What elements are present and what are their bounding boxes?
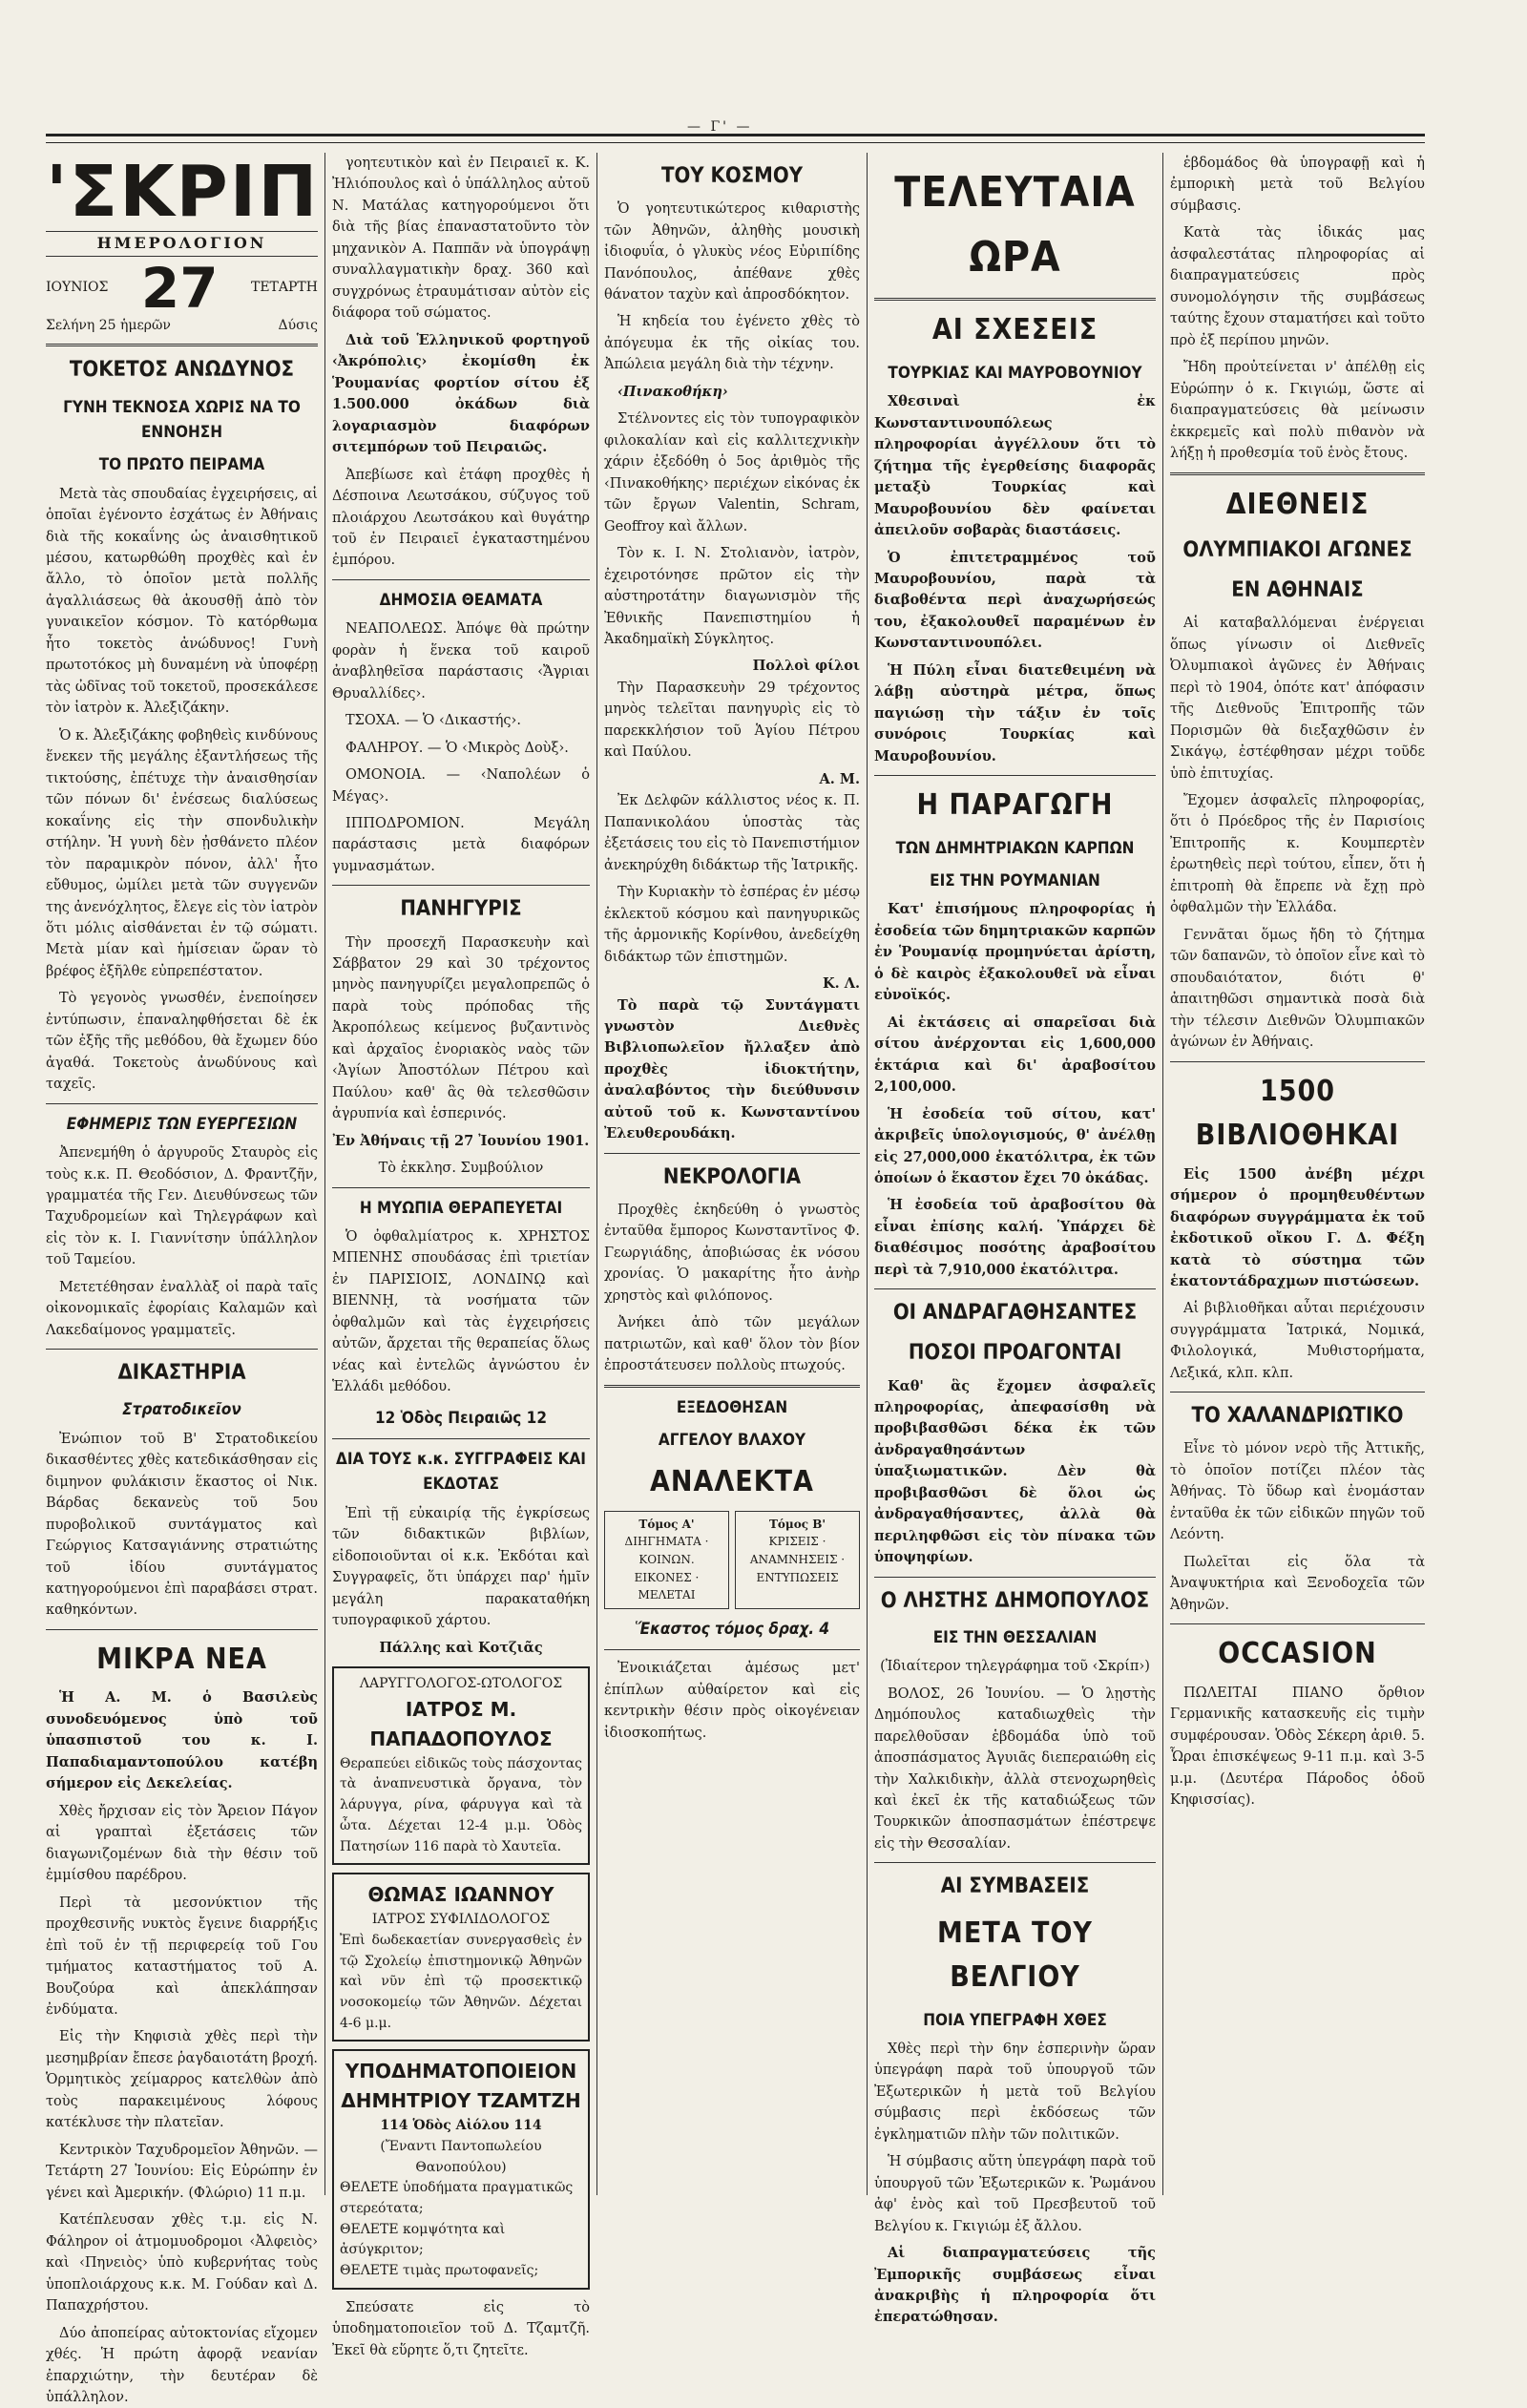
paragraph: Ἀπεβίωσε καὶ ἐτάφη προχθὲς ἡ Δέσποινα Λεωτσάκου, σύζυγος τοῦ πλοιάρχου Λεωτσάκου καὶ θυγάτηρ τοῦ ἐν Πειραιεῖ ἐγκαταστημένου ἐμπόρου. (332, 467, 590, 569)
headline: ΔΙΑ ΤΟΥΣ κ.κ. ΣΥΓΓΡΑΦΕΙΣ ΚΑΙ ΕΚΔΟΤΑΣ (336, 1450, 586, 1495)
paragraph: Πάλλης καὶ Κοτζιᾶς (379, 1639, 543, 1656)
subheadline: ΤΩΝ ΔΗΜΗΤΡΙΑΚΩΝ ΚΑΡΠΩΝ (895, 838, 1135, 858)
paragraph: Σπεύσατε εἰς τὸ ὑποδηματοποιεῖον τοῦ Δ. Τζαμτζῆ. Ἐκεῖ θὰ εὕρητε ὅ,τι ζητεῖτε. (332, 2299, 590, 2358)
dateline (46, 255, 318, 321)
paragraph: ΟΜΟΝΟΙΑ. — ‹Ναπολέων ὁ Μέγας›. (332, 767, 590, 805)
ad-text: Ἐπὶ δωδεκαετίαν συνεργασθεὶς ἐν τῷ Σχολείῳ ἐπιστημονικῷ Ἀθηνῶν καὶ νῦν ἐπὶ τῷ προσεκτικῷ νοσοκομείῳ τῶν Ἀθηνῶν. Δέχεται 4-6 μ.μ. (340, 1932, 582, 2031)
headline: ΕΦΗΜΕΡΙΣ ΤΩΝ ΕΥΕΡΓΕΣΙΩΝ (66, 1114, 298, 1134)
divider (1170, 1623, 1425, 1624)
volume-1 (604, 1511, 729, 1609)
paragraph: ΙΠΠΟΔΡΟΜΙΟΝ. Μεγάλη παράστασις μετὰ διαφόρων γυμνασμάτων. (332, 816, 590, 874)
divider (332, 1187, 590, 1188)
column-divider (867, 153, 868, 2195)
divider (46, 1103, 318, 1104)
masthead-subtitle: ΗΜΕΡΟΛΟΓΙΟΝ (46, 231, 318, 257)
paragraph: ΝΕΑΠΟΛΕΩΣ. Ἀπόψε θὰ πρώτην φορὰν ἡ ἕνεκα τοῦ καιροῦ ἀναβληθεῖσα παράστασις ‹Ἄγριαι Θρυαλλίδες›. (332, 621, 590, 701)
headline: ΝΕΚΡΟΛΟΓΙΑ (662, 1164, 802, 1189)
paragraph: Τὸ γεγονὸς γνωσθέν, ἐνεποίησεν ἐντύπωσιν, ἐπαναληφθήσεται δὲ ἐκ τῶν ἐξῆς τῆς μεθόδου, θὰ ἔχωμεν δύο ἀγαθά. Τοκετοὺς ἀνωδύνους καὶ ταχεῖς. (46, 991, 318, 1093)
paragraph: ΤΣΟΧΑ. — Ὁ ‹Δικαστής›. (345, 713, 521, 729)
paragraph: Ἐν Ἀθήναις τῇ 27 Ἰουνίου 1901. (332, 1132, 590, 1149)
headline: Η ΠΑΡΑΓΩΓΗ (916, 788, 1114, 823)
volume-title: Τόμος Α' (638, 1517, 695, 1531)
price: Ἕκαστος τόμος δραχ. 4 (634, 1619, 830, 1639)
column-divider (324, 153, 325, 2195)
paragraph: Ἡ Πύλη εἶναι διατεθειμένη νὰ λάβῃ αὐστηρὰ μέτρα, ὅπως παγιώσῃ τὴν τάξιν ἐν τοῖς συνόροις Τουρκίας καὶ Μαυροβουνίου. (874, 661, 1156, 764)
paragraph: Εἶνε τὸ μόνον νερὸ τῆς Ἀττικῆς, τὸ ὁποῖον ποτίζει πλέον τὰς Ἀθήνας. Τὸ ὕδωρ καὶ ἐνομάσταν ἐνταῦθα ἐκ τῶν εἰδικῶν πηγῶν τοῦ Λεόντη. (1170, 1441, 1425, 1543)
paragraph: Μετετέθησαν ἐναλλὰξ οἱ παρὰ ταῖς οἰκονομικαῖς ἐφορίαις Καλαμῶν καὶ Λακεδαίμονος γραμματεῖς. (46, 1279, 318, 1338)
divider (1170, 472, 1425, 475)
ad-name: ΘΩΜΑΣ ΙΩΑΝΝΟΥ (367, 1883, 554, 1907)
paragraph: Κατὰ τὰς ἰδικάς μας ἀσφαλεστάτας πληροφορίας αἱ διαπραγματεύσεις πρὸς συνομολόγησιν τῆς συμβάσεως ταύτης ἔχουν σταματήσει καὶ τοῦτο πρὸ ἐξ περίπου μηνῶν. (1170, 225, 1425, 348)
signature: Α. Μ. (819, 770, 860, 787)
headline: ΑΙ ΣΥΜΒΑΣΕΙΣ (940, 1874, 1090, 1899)
advertisement (332, 1873, 590, 2042)
paragraph: Ἀπενεμήθη ὁ ἀργυροῦς Σταυρὸς εἰς τοὺς κ.κ. Π. Θεοδόσιον, Δ. Φραντζῆν, γραμματέα τῆς Γεν. Διευθύνσεως τῶν Ταχυδρομείων καὶ Τηλεγράφων καὶ εἰς τὸν κ. Ι. Γιαννίτσην ὑπάλληλον τοῦ Ταμείου. (46, 1145, 318, 1268)
ad-line: ΘΕΛΕΤΕ ὑποδήματα πραγματικῶς στερεότατα; (340, 2180, 574, 2217)
subheadline: Στρατοδικεῖον (122, 1400, 241, 1420)
ad-line: ΘΕΛΕΤΕ τιμὰς πρωτοφανεῖς; (340, 2263, 539, 2279)
divider (332, 579, 590, 580)
ad-line: ΘΕΛΕΤΕ κομψότητα καὶ ἀσύγκριτον; (340, 2221, 506, 2258)
paragraph: Ἡ ἐσοδεία τοῦ σίτου, κατ' ἀκριβεῖς ὑπολογισμούς, θ' ἀνέλθῃ εἰς 27,000,000 ἑκατόλιτρα, ἐκ τῶν ὁποίων ὁ ἕκαστον ἔχει 70 ὀκάδας. (874, 1105, 1156, 1186)
paragraph: γοητευτικὸν καὶ ἐν Πειραιεῖ κ. Κ. Ἠλιόπουλος καὶ ὁ ὑπάλληλος αὐτοῦ Ν. Ματάλας κατηγορούμενοι ὅτι διὰ τῆς βίας ἐπαναστατοῦντο τὸν μηχανικὸν Α. Παππᾶν νὰ ὑπογράψῃ συναλλαγματικὴν δραχ. 360 καὶ συγχρόνως ἐτραυμάτισαν αὐτὸν εἰς διάφορα τοῦ σώματος. (332, 156, 590, 322)
subheadline: ΑΓΓΕΛΟΥ ΒΛΑΧΟΥ (658, 1430, 806, 1450)
paragraph: Ἐνοικιάζεται ἀμέσως μετ' ἐπίπλων αὐθαίρετον καὶ εἰς κεντρικὴν θέσιν πρὸς οἰκογένειαν ἰδιοσκοπήτως. (604, 1661, 860, 1741)
paragraph: Δύο ἀποπείρας αὐτοκτονίας εἴχομεν χθές. Ἡ πρώτη ἀφορᾷ νεανίαν ἐπαρχιώτην, τὴν δευτέραν δὲ ὑπάλληλον. (46, 2325, 318, 2405)
paragraph: Ὁ γοητευτικώτερος κιθαριστὴς τῶν Ἀθηνῶν, ἀληθὴς μουσικὴ ἰδιοφυΐα, ὁ γλυκὺς νέος Εὐριπίδης Πανόπουλος, ἀπέθανε χθὲς θάνατον ταχὺν καὶ ἀπροσδόκητον. (604, 201, 860, 303)
divider (332, 1438, 590, 1439)
paragraph: Ὁ ἐπιτετραμμένος τοῦ Μαυροβουνίου, παρὰ τὰ διαβοθέντα περὶ ἀναχωρήσεώς του, ἐξακολουθεῖ παραμένων ἐν Κωνσταντινουπόλει. (874, 549, 1156, 652)
address: 12 Ὁδὸς Πειραιῶς 12 (375, 1408, 547, 1428)
subheadline: ΤΟ ΠΡΩΤΟ ΠΕΙΡΑΜΑ (98, 455, 265, 475)
sun-note: Δύσις (278, 317, 318, 333)
masthead-title: 'ΣΚΡΙΠ (46, 151, 320, 233)
headline: Ο ΛΗΣΤΗΣ ΔΗΜΟΠΟΥΛΟΣ (880, 1588, 1150, 1613)
paragraph: ΒΟΛΟΣ, 26 Ἰουνίου. — Ὁ λῃστὴς Δημόπουλος καταδιωχθεὶς τὴν παρελθοῦσαν ἑβδομάδα ὑπὸ τοῦ ἀποσπάσματος Ἀγυιᾶς διεπεραιώθη εἰς τὴν Χαλκιδικὴν, ἀλλὰ στενοχωρηθεὶς καὶ ἐκεῖ ἐκ τῆς καταδιώξεως τῶν Τουρκικῶν ἀποσπασμάτων ἐπέστρεψε εἰς τὴν Θεσσαλίαν. (874, 1686, 1156, 1852)
paragraph: Κατ' ἐπισήμους πληροφορίας ἡ ἐσοδεία τῶν δημητριακῶν καρπῶν ἐν Ῥουμανίᾳ προμηνύεται ἀρίστη, ὁ δὲ καιρὸς ἐξακολουθεῖ νὰ εἶναι εὐνοϊκός. (874, 901, 1156, 1004)
headline: Η ΜΥΩΠΙΑ ΘΕΡΑΠΕΥΕΤΑΙ (359, 1198, 563, 1218)
paragraph: Αἱ ἐκτάσεις αἱ σπαρεῖσαι διὰ σίτου ἀνέρχονται εἰς 1,600,000 ἑκτάρια καὶ δι' ἀραβοσίτου 2,100,000. (874, 1014, 1156, 1096)
subheadline: ΟΛΥΜΠΙΑΚΟΙ ΑΓΩΝΕΣ (1182, 538, 1412, 563)
advertisement (332, 1666, 590, 1865)
headline: ΔΙΕΘΝΕΙΣ (1225, 487, 1370, 521)
divider (1170, 1061, 1425, 1062)
volume-title: Τόμος Β' (768, 1517, 826, 1531)
paragraph: Ὁ κ. Ἀλεξιζάκης φοβηθεὶς κινδύνους ἕνεκεν τῆς μεγάλης ἐξαντλήσεως τῆς τικτούσης, ἐπέτυχε τὴν ἀναισθησίαν τῶν πόνων δι' ἐνέσεως διαλύσεως κοκαΐνης εἰς τὴν σπονδυλικὴν στήλην. Ἡ γυνὴ δὲν ᾐσθάνετο πλέον τὸν παραμικρὸν πόνον, ἀλλ' ἦτο εὔθυμος, ὡμίλει μετὰ τῶν συγγενῶν της ἀνενόχλητος, ἔλεγε εἰς τὸν ἰατρὸν ὅτι μόλις αἰσθάνεται ἐν τῷ σώματι. Μετὰ μίαν καὶ ἡμίσειαν ὥραν τὸ βρέφος ἐξῆλθε εὐπρεπέστατον. (46, 727, 318, 979)
ad-name: ΙΑΤΡΟΣ Μ. ΠΑΠΑΔΟΠΟΥΛΟΣ (369, 1697, 553, 1750)
paragraph: Κατέπλευσαν χθὲς τ.μ. εἰς Ν. Φάληρον οἱ ἀτμομυοδρομοι ‹Ἀλφειὸς› καὶ ‹Πηνειὸς› ὑπὸ κυβερνήτας τοὺς ὑποπλοιάρχους κ.κ. Μ. Γούδαν καὶ Δ. Παπαχρήστου. (46, 2212, 318, 2314)
divider (46, 1349, 318, 1350)
headline: ΜΙΚΡΑ ΝΕΑ (96, 1642, 267, 1676)
headline: ΟΙ ΑΝΔΡΑΓΑΘΗΣΑΝΤΕΣ (892, 1301, 1138, 1326)
divider (332, 885, 590, 886)
paragraph: Ἤδη προὐτείνεται ν' ἀπέλθῃ εἰς Εὐρώπην ὁ κ. Γκιγιώμ, ὥστε αἱ διαπραγματεύσεις θὰ μείνωσιν ἐκκρεμεῖς καὶ πολὺ πιθανὸν νὰ λήξῃ ἡ προθεσμία τοῦ ἑνὸς ἔτους. (1170, 360, 1425, 462)
paragraph: Ἡ Α. Μ. ὁ Βασιλεὺς συνοδευόμενος ὑπὸ τοῦ ὑπασπιστοῦ του κ. Ι. Παπαδιαμαντοπούλου κατέβη σήμερον εἰς Δεκελείας. (46, 1689, 318, 1792)
book-title: ΑΝΑΛΕΚΤΑ (650, 1465, 814, 1499)
paragraph: Εἰς 1500 ἀνέβη μέχρι σήμερον ὁ προμηθευθέντων διαφόρων συγγράμματα ἐκ τοῦ ἐκδοτικοῦ οἴκου Γ. Δ. Φέξη κατὰ τὸ σύστημα τῶν ἑκατοντάδραχμων πιστώσεων. (1170, 1165, 1425, 1289)
paragraph: Τὴν Κυριακὴν τὸ ἑσπέρας ἐν μέσῳ ἐκλεκτοῦ κόσμου καὶ πανηγυρικῶς τῆς ἀρμονικῆς Κορίνθου, ἀνεδείχθη διδάκτωρ τῶν ἐπιστημῶν. (604, 885, 860, 965)
column-divider (596, 153, 597, 2195)
paragraph: Διὰ τοῦ Ἑλληνικοῦ φορτηγοῦ ‹Ἀκρόπολις› ἐκομίσθη ἐκ Ῥουμανίας φορτίον σίτου ἐξ 1.500.000 ὀκάδων διὰ λογαριασμὸν διαφόρων σιτεμπόρων τοῦ Πειραιῶς. (332, 331, 590, 456)
paragraph: Ἡ ἐσοδεία τοῦ ἀραβοσίτου θὰ εἶναι ἐπίσης καλή. Ὑπάρχει δὲ διαθέσιμος ποσότης ἀραβοσίτου περὶ τὰ 7,910,000 ἑκατόλιτρα. (874, 1197, 1156, 1278)
paragraph: Γεννᾶται ὅμως ἤδη τὸ ζήτημα τῶν δαπανῶν, τὸ ὁποῖον εἶνε καὶ τὸ σπουδαιότατον, διότι θ' ἀπαιτηθῶσι σημαντικὰ ποσὰ διὰ τὴν τέλεσιν Διεθνῶν Ὀλυμπιακῶν ἀγώνων ἐν Ἀθήναις. (1170, 927, 1425, 1051)
ad-name: ΔΗΜΗΤΡΙΟΥ ΤΖΑΜΤΖΗ (341, 2089, 581, 2113)
headline: ΤΟΥ ΚΟΣΜΟΥ (660, 164, 804, 188)
column-3 (604, 153, 860, 2195)
divider (604, 1153, 860, 1154)
ad-title: ΥΠΟΔΗΜΑΤΟΠΟΙΕΙΟΝ (345, 2060, 577, 2083)
divider (46, 344, 318, 346)
volumes (604, 1511, 860, 1609)
day-number: 27 (140, 255, 219, 321)
subheadline: ΜΕΤΑ ΤΟΥ ΒΕΛΓΙΟΥ (937, 1916, 1093, 1994)
divider (874, 1577, 1156, 1578)
subheadline: ΠΟΙΑ ΥΠΕΓΡΑΦΗ ΧΘΕΣ (923, 2010, 1107, 2030)
column-5 (1170, 153, 1425, 2195)
signature: Πολλοὶ φίλοι (752, 658, 860, 675)
advertisement (332, 2049, 590, 2290)
divider (604, 1385, 860, 1388)
divider (874, 775, 1156, 776)
column-2 (332, 153, 590, 2358)
section-kicker: ‹Πινακοθήκη› (617, 383, 728, 400)
subheadline: ΕΙΣ ΤΗΝ ΡΟΥΜΑΝΙΑΝ (930, 871, 1100, 891)
paragraph: Τὸν κ. Ι. Ν. Στολιανὸν, ἰατρὸν, ἐχειροτόνησε πρῶτον εἰς τὴν αὐστηροτάτην διαγωνισμὸν τῆς Ἐθνικῆς Πανεπιστημίου ἡ Ἀκαδημαϊκὴ Σύγκλητος. (604, 546, 860, 647)
paragraph: Ἐνώπιον τοῦ Β' Στρατοδικείου δικασθέντες χθὲς κατεδικάσθησαν εἰς διμηνον φυλάκισιν ἕκαστος οἱ Νικ. Βάρδας δεκανεὺς τοῦ 5ου πυροβολικοῦ συντάγματος καὶ Γεώργιος Κατσαγιάννης στρατιώτης τοῦ ἰδίου συντάγματος κατηγορούμενοι ἐπὶ παραβάσει στρατ. καθηκόντων. (46, 1431, 318, 1619)
subheadline: ΕΙΣ ΤΗΝ ΘΕΣΣΑΛΙΑΝ (932, 1627, 1098, 1647)
paragraph: Ἡ σύμβασις αὕτη ὑπεγράφη παρὰ τοῦ ὑπουργοῦ τῶν Ἐξωτερικῶν κ. Ῥωμάνου ἀφ' ἑνὸς καὶ τοῦ Πρεσβευτοῦ τοῦ Βελγίου κ. Γκιγιώμ ἐξ ἄλλου. (874, 2154, 1156, 2234)
volume-contents: ΚΡΙΣΕΙΣ · ΑΝΑΜΝΗΣΕΙΣ · ΕΝΤΥΠΩΣΕΙΣ (749, 1535, 846, 1584)
paragraph: Μετὰ τὰς σπουδαίας ἐγχειρήσεις, αἱ ὁποῖαι ἐγένοντο ἐσχάτως ἐν Ἀθήναις διὰ τῆς κοκαΐνης ὡς ἀναισθητικοῦ μέσου, κατωρθώθη προχθὲς καὶ ἐν ἄλλο, τὸ ὁποῖον μετὰ πολλῆς ἀγαλλιάσεως θὰ ἀκουσθῇ ἀπὸ τὸν γυναικεῖον κόσμον. Τὸ κατόρθωμα ἦτο τοκετὸς ἀνώδυνος! Γυνὴ πρωτοτόκος μὴ δυναμένη νὰ ὑποφέρῃ τὰς ὠδῖνας τοῦ τοκετοῦ, προσεκάλεσε τὸν ἰατρὸν κ. Ἀλεξιζάκην. (46, 486, 318, 717)
headline: ΠΑΝΗΓΥΡΙΣ (400, 897, 522, 922)
headline: ΤΟΚΕΤΟΣ ΑΝΩΔΥΝΟΣ (69, 358, 295, 383)
divider (874, 1862, 1156, 1863)
headline: ΑΙ ΣΧΕΣΕΙΣ (931, 313, 1098, 347)
paragraph: ΦΑΛΗΡΟΥ. — Ὁ ‹Μικρὸς Δοὺξ›. (345, 740, 569, 756)
paragraph: ΠΩΛΕΙΤΑΙ ΠΙΑΝΟ ὄρθιον Γερμανικῆς κατασκευῆς εἰς τιμὴν συμφέρουσαν. Ὁδὸς Σέκερη ἀριθ. 5. Ὧραι ἐπισκέψεως 9-11 π.μ. καὶ 3-5 μ.μ. (Δευτέρα Πάροδος ὁδοῦ Κηφισσίας). (1170, 1685, 1425, 1808)
paragraph: Τὸ παρὰ τῷ Συντάγματι γνωστὸν Διεθνὲς Βιβλιοπωλεῖον ἤλλαξεν ἀπὸ προχθὲς ἰδιοκτήτην, ἀναλαβόντος τὴν διεύθυνσιν αὐτοῦ τοῦ κ. Κωνσταντίνου Ἐλευθερουδάκη. (604, 996, 860, 1142)
paragraph: Ἀνήκει ἀπὸ τῶν μεγάλων πατριωτῶν, καὶ καθ' ὅλον τὸν βίον ἐπροστάτευσεν πολλοὺς πτωχούς. (604, 1315, 860, 1374)
headline: ΔΙΚΑΣΤΗΡΙΑ (117, 1361, 246, 1386)
column-1 (46, 151, 320, 2405)
paragraph: Καθ' ἃς ἔχομεν ἀσφαλεῖς πληροφορίας, ἀπεφασίσθη νὰ προβιβασθῶσι δέκα ἐκ τῶν ἀνδραγαθησάντων ὑπαξιωματικῶν. Δὲν θὰ προβιβασθῶσι δὲ ὅλοι ὡς ἀνδραγαθήσαντες, ἀλλὰ θὰ περιληφθῶσι εἰς τὸν πίνακα τῶν ὑποψηφίων. (874, 1377, 1156, 1566)
divider (46, 1629, 318, 1630)
paragraph: (Ἰδιαίτερον τηλεγράφημα τοῦ ‹Σκρίπ›) (880, 1659, 1150, 1675)
paragraph: Αἱ βιβλιοθῆκαι αὗται περιέχουσιν συγγράμματα Ἰατρικά, Νομικά, Φιλολογικά, Μυθιστορήματα, Λεξικά, κλπ. κλπ. (1170, 1301, 1425, 1381)
month: ΙΟΥΝΙΟΣ (46, 279, 109, 295)
headline: ΔΗΜΟΣΙΑ ΘΕΑΜΑΤΑ (379, 590, 543, 610)
weekday: ΤΕΤΑΡΤΗ (251, 279, 318, 295)
paragraph: Τὴν προσεχῆ Παρασκευὴν καὶ Σάββατον 29 καὶ 30 τρέχοντος μηνὸς πανηγυρίζει μεγαλοπρεπῶς ὁ παρὰ τοὺς πρόποδας τῆς Ἀκροπόλεως κείμενος βυζαντινὸς καὶ ἀρχαῖος ἐνοριακὸς ναὸς τῶν ‹Ἁγίων Ἀποστόλων Πέτρου καὶ Παύλου› καθ' ἃς θὰ τελεσθῶσιν ἀγρυπνία καὶ ἑσπερινός. (332, 934, 590, 1122)
paragraph: Χθὲς περὶ τὴν 6ην ἑσπερινὴν ὥραν ὑπεγράφη παρὰ τοῦ ὑπουργοῦ τῶν Ἐξωτερικῶν ἡ μετὰ τοῦ Βελγίου σύμβασις περὶ ἐκδόσεως τῶν ἐγκληματιῶν πλὴν τῶν πολιτικῶν. (874, 2041, 1156, 2143)
paragraph: Ὁ ὀφθαλμίατρος κ. ΧΡΗΣΤΟΣ ΜΠΕΝΗΣ σπουδάσας ἐπὶ τριετίαν ἐν ΠΑΡΙΣΙΟΙΣ, ΛΟΝΔΙΝῼ καὶ ΒΙΕΝΝῌ, τὰ νοσήματα τῶν ὀφθαλμῶν καὶ τὰς ἐγχειρήσεις αὐτῶν, ἄρχεται τῆς θεραπείας ὅλως νέας καὶ ἐντελῶς ἀγνώστου ἐν Ἑλλάδι μεθόδου. (332, 1229, 590, 1395)
paragraph: Αἱ καταβαλλόμεναι ἐνέργειαι ὅπως γίνωσιν οἱ Διεθνεῖς Ὀλυμπιακοὶ ἀγῶνες ἐν Ἀθήναις περὶ τὸ 1904, ὁπότε κατ' ἀπόφασιν τῆς Διεθνοῦς Ἐπιτροπῆς τῶν Πορισμῶν θὰ διεξαχθῶσιν ἐν Σικάγῳ, ἐστέφθησαν μέχρι τοῦδε ὑπὸ ἐπιτυχίας. (1170, 616, 1425, 782)
subheadline: ΠΟΣΟΙ ΠΡΟΑΓΟΝΤΑΙ (908, 1341, 1122, 1366)
headline: 1500 ΒΙΒΛΙΟΘΗΚΑΙ (1195, 1074, 1400, 1153)
paragraph: Πωλεῖται εἰς ὅλα τὰ Ἀναψυκτήρια καὶ Ξενοδοχεῖα τῶν Ἀθηνῶν. (1170, 1554, 1425, 1613)
signature: Κ. Λ. (823, 975, 860, 993)
paragraph: ἑβδομάδος θὰ ὑπογραφῇ καὶ ἡ ἐμπορικὴ μετὰ τοῦ Βελγίου σύμβασις. (1170, 156, 1425, 214)
section-title: ΤΕΛΕΥΤΑΙΑ ΩΡΑ (894, 168, 1136, 283)
ad-address: 114 Ὁδὸς Αἰόλου 114 (380, 2118, 542, 2134)
headline: ΕΞΕΔΟΘΗΣΑΝ (676, 1397, 788, 1417)
paragraph: Χθὲς ἤρχισαν εἰς τὸν Ἄρειον Πάγον αἱ γραπταὶ ἐξετάσεις τῶν διαγωνιζομένων διὰ τὴν θέσιν τοῦ ἐμμίσθου παρέδρου. (46, 1803, 318, 1884)
page-number: — Γ' — (687, 119, 753, 135)
paragraph: Στέλνοντες εἰς τὸν τυπογραφικὸν φιλοκαλίαν καὶ εἰς καλλιτεχνικὴν χάριν ἐξεδόθη ὁ 5ος ἀριθμὸς τῆς ‹Πινακοθήκης› περιέχων εἰκόνας ἐκ τῶν ἔργων Valentin, Schram, Geoffroy καὶ ἄλλων. (604, 411, 860, 534)
paragraph: Εἰς τὴν Κηφισιὰ χθὲς περὶ τὴν μεσημβρίαν ἔπεσε ῥαγδαιοτάτη βροχή. Ὁρμητικὸς χείμαρρος κατελθὼν ἀπὸ τοὺς παρακειμένους λόφους κατέκλυσε τὴν πλατεῖαν. (46, 2029, 318, 2131)
subheadline: ΤΟΥΡΚΙΑΣ ΚΑΙ ΜΑΥΡΟΒΟΥΝΙΟΥ (888, 363, 1142, 383)
volume-2 (735, 1511, 860, 1609)
column-4 (874, 153, 1156, 2326)
headline: OCCASION (1218, 1637, 1377, 1671)
divider (604, 1649, 860, 1650)
ad-text: Θεραπεύει εἰδικῶς τοὺς πάσχοντας τὰ ἀναπνευστικὰ ὄργανα, τὸν λάρυγγα, ρίνα, φάρυγγα καὶ τὰ ὦτα. Δέχεται 12-4 μ.μ. Ὁδὸς Πατησίων 116 παρὰ τὸ Χαυτεῖα. (340, 1755, 582, 1854)
divider (874, 298, 1156, 301)
moon-note: Σελήνη 25 ἡμερῶν (46, 317, 171, 333)
paragraph: Τὴν Παρασκευὴν 29 τρέχοντος μηνὸς τελεῖται πανηγυρὶς εἰς τὸ παρεκκλήσιον τοῦ Ἁγίου Πέτρου καὶ Παύλου. (604, 680, 860, 761)
paragraph: Τὸ ἐκκλησ. Συμβούλιον (378, 1161, 544, 1177)
paragraph: Χθεσιναὶ ἐκ Κωνσταντινουπόλεως πληροφορίαι ἀγγέλλουν ὅτι τὸ ζήτημα τῆς ἐγερθείσης διαφορᾶς μεταξὺ Τουρκίας καὶ Μαυροβουνίου δὲν φαίνεται ἀπειλοῦν σοβαρὰς διαστάσεις. (874, 393, 1156, 539)
paragraph: Κεντρικὸν Ταχυδρομεῖον Ἀθηνῶν. — Τετάρτη 27 Ἰουνίου: Εἰς Εὐρώπην ἐν γένει καὶ Ἀμερικήν. (Φλώριο) 11 π.μ. (46, 2142, 318, 2201)
paragraph: Αἱ διαπραγματεύσεις τῆς Ἐμπορικῆς συμβάσεως εἶναι ἀνακριβὴς ἡ πληροφορία ὅτι ἐπερατώθησαν. (874, 2245, 1156, 2326)
headline: ΤΟ ΧΑΛΑΝΔΡΙΩΤΙΚΟ (1191, 1404, 1404, 1429)
column-divider (1162, 153, 1163, 2195)
ad-note: (Ἔναντι Παντοπωλείου Θανοπούλου) (380, 2139, 542, 2175)
subheadline: ΓΥΝΗ ΤΕΚΝΟΣΑ ΧΩΡΙΣ ΝΑ ΤΟ ΕΝΝΟΗΣΗ (63, 397, 301, 442)
ad-title: ΙΑΤΡΟΣ ΣΥΦΙΛΙΔΟΛΟΓΟΣ (371, 1912, 551, 1928)
divider (874, 1288, 1156, 1289)
newspaper-page (46, 143, 1425, 2405)
paragraph: Ἐκ Δελφῶν κάλλιστος νέος κ. Π. Παπανικολάου ὑποστὰς τὰς ἐξετάσεις του εἰς τὸ Πανεπιστήμιον ἀνεκηρύχθη διδάκτωρ τῆς Ἰατρικῆς. (604, 793, 860, 873)
ad-title: ΛΑΡΥΓΓΟΛΟΓΟΣ-ΩΤΟΛΟΓΟΣ (359, 1676, 563, 1692)
paragraph: Προχθὲς ἐκηδεύθη ὁ γνωστὸς ἐνταῦθα ἔμπορος Κωνσταντῖνος Φ. Γεωργιάδης, ἀποβιώσας ἐκ νόσου χρονίας. Ὁ μακαρίτης ἦτο ἀνὴρ χρηστὸς καὶ φιλόπονος. (604, 1202, 860, 1304)
paragraph: Ἡ κηδεία του ἐγένετο χθὲς τὸ ἀπόγευμα ἐκ τῆς οἰκίας του. Ἀπώλεια μεγάλη διὰ τὴν τέχνην. (604, 314, 860, 373)
paragraph: Ἐπὶ τῇ εὐκαιρίᾳ τῆς ἐγκρίσεως τῶν διδακτικῶν βιβλίων, εἰδοποιοῦνται οἱ κ.κ. Ἐκδόται καὶ Συγγραφεῖς, ὅτι ὑπάρχει παρ' ἡμῖν μεγάλη παρακαταθήκη τυπογραφικοῦ χάρτου. (332, 1505, 590, 1629)
paragraph: Ἔχομεν ἀσφαλεῖς πληροφορίας, ὅτι ὁ Πρόεδρος τῆς ἐν Παρισίοις Ἐπιτροπῆς κ. Κουμπερτὲν ἐρωτηθεὶς περὶ τούτου, εἶπεν, ὅτι ἡ ἐπιτροπὴ θὰ ἔπρεπε νὰ ἔχῃ πρὸ ὀφθαλμῶν τὴν Ἑλλάδα. (1170, 793, 1425, 916)
subheadline: ΕΝ ΑΘΗΝΑΙΣ (1231, 578, 1364, 603)
top-rule (46, 134, 1425, 143)
paragraph: Περὶ τὰ μεσονύκτιον τῆς προχθεσινῆς νυκτὸς ἔγεινε διαρρήξις ἐπὶ τοῦ ἐν τῇ περιφερείᾳ τοῦ Γου τμήματος καταστήματος τοῦ Α. Βουζούρα καὶ ἀπεκλάπησαν ἐνδύματα. (46, 1895, 318, 2019)
volume-contents: ΔΙΗΓΗΜΑΤΑ · ΚΟΙΝΩΝ. ΕΙΚΟΝΕΣ · ΜΕΛΕΤΑΙ (624, 1535, 709, 1602)
